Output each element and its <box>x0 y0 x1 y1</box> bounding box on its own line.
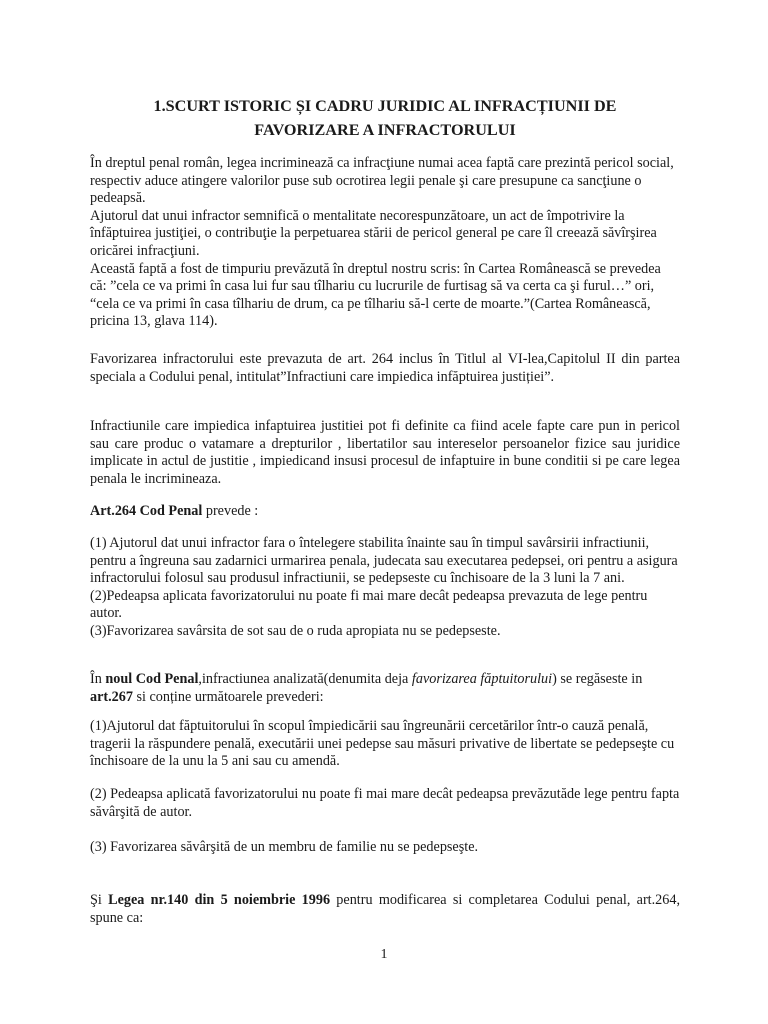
noul-cod-text-1: În <box>90 671 106 687</box>
document-title <box>90 94 680 142</box>
title-line-1: 1.SCURT ISTORIC ȘI CADRU JURIDIC AL INFRACȚIUNII DE <box>153 97 617 115</box>
art264-section <box>90 535 680 641</box>
noul-cod-text-3: ) se regăseste in <box>552 671 643 687</box>
noul-cod-text-2: ,infractiunea analizată(denumita deja <box>198 671 412 687</box>
art264-alineat-2: (2)Pedeapsa aplicata favorizatorului nu poate fi mai mare decât pedeapsa prevazuta de lege pentru autor. <box>90 587 648 622</box>
art267-alineat-3: (3) Favorizarea săvârşită de un membru de familie nu se pedepseşte. <box>90 839 479 855</box>
intro-paragraph-2: Ajutorul dat unui infractor semnifică o mentalitate necorespunzătoare, un act de împotrivire la înfăptuirea justiţiei, o contribuţie la perpetuarea stării de pericol general pe care îl creează săvîrşirea oricărei infracţiuni. <box>90 207 657 259</box>
noul-cod-bold: noul Cod Penal <box>105 671 199 687</box>
art264-alineat-3: (3)Favorizarea savârsita de sot sau de o ruda apropiata nu se pedepseste. <box>90 622 501 639</box>
legea-paragraph <box>90 892 680 927</box>
noul-cod-italic: favorizarea făptuitorului <box>411 671 553 687</box>
intro-paragraph-3: Această faptă a fost de timpuriu prevăzută în dreptul nostru scris: în Cartea Românească se prevedea că: ”cela ce va primi în casa lui fur sau tîlhariu cu lucrurile de furtisag să va certa ca şi furul…” ori, “cela ce va primi în casa tîlhariu de drum, ca pe tîlhariu să-l certe de moarte.”(Cartea Românească, pricina 13, glava 114). <box>90 260 661 330</box>
favorizare-paragraph: Favorizarea infractorului este prevazuta de art. 264 inclus în Titlul al VI-lea,Capitolul II din partea speciala a Codului penal, intitulat”Infractiuni care impiedica infăptuirea justiției”. <box>90 351 680 385</box>
art264-alineat-1: (1) Ajutorul dat unui infractor fara o întelegere stabilita înainte sau în timpul savârsirii infractiunii, pentru a îngreuna sau zadarnici urmarirea penala, judecata sau executarea pedepsei, ori pentru a asigura infractorului folosul sau produsul infractiunii, se pedepseste cu închisoare de la 3 luni la 7 ani. <box>90 535 678 587</box>
legea-text-2: pentru modificarea si completarea Codului penal, art.264, spune ca: <box>90 892 680 926</box>
legea-text-1: Şi <box>90 892 109 908</box>
title-line-2: FAVORIZARE A INFRACTORULUI <box>254 121 516 139</box>
art264-heading-rest: prevede : <box>202 503 259 519</box>
legea-bold: Legea nr.140 din 5 noiembrie 1996 <box>108 892 331 908</box>
noul-cod-text-4: si conține următoarele prevederi: <box>132 688 324 705</box>
art267-alineat-1: (1)Ajutorul dat făptuitorului în scopul împiedicării sau îngreunării cercetărilor într-o cauză penală, tragerii la răspundere penală, executării unei pedepse sau măsuri privative de libertate se pedepseşte cu închisoare de la unu la 5 ani sau cu amendă. <box>90 718 675 770</box>
art264-heading <box>90 503 680 521</box>
art264-heading-bold: Art.264 Cod Penal <box>90 503 203 519</box>
intro-paragraph-1: În dreptul penal român, legea incriminează ca infracţiune numai acea faptă care prezintă pericol social, respectiv aduce atingere valorilor puse sub ocrotirea legii penale şi care presupune ca sancţiune o pedeapsă. <box>90 155 674 207</box>
art267-bold: art.267 <box>90 688 133 705</box>
intro-section <box>90 155 680 331</box>
art267-alineat-2: (2) Pedeapsa aplicată favorizatorului nu poate fi mai mare decât pedeapsa prevăzutăde lege pentru fapta săvârşită de autor. <box>90 786 680 820</box>
noul-cod-paragraph <box>90 671 680 706</box>
page-number: 1 <box>380 947 388 962</box>
infractiuni-paragraph: Infractiunile care impiedica infaptuirea justitiei pot fi definite ca fiind acele fapte care pun in pericol sau care produc o vatamare a drepturilor , libertatilor sau intereselor persoanelor fizice sau juridice implicate in actul de justitie , impiedicand insusi procesul de infaptuire in bune conditii si pe care legea penala le incrimineaza. <box>90 418 680 487</box>
